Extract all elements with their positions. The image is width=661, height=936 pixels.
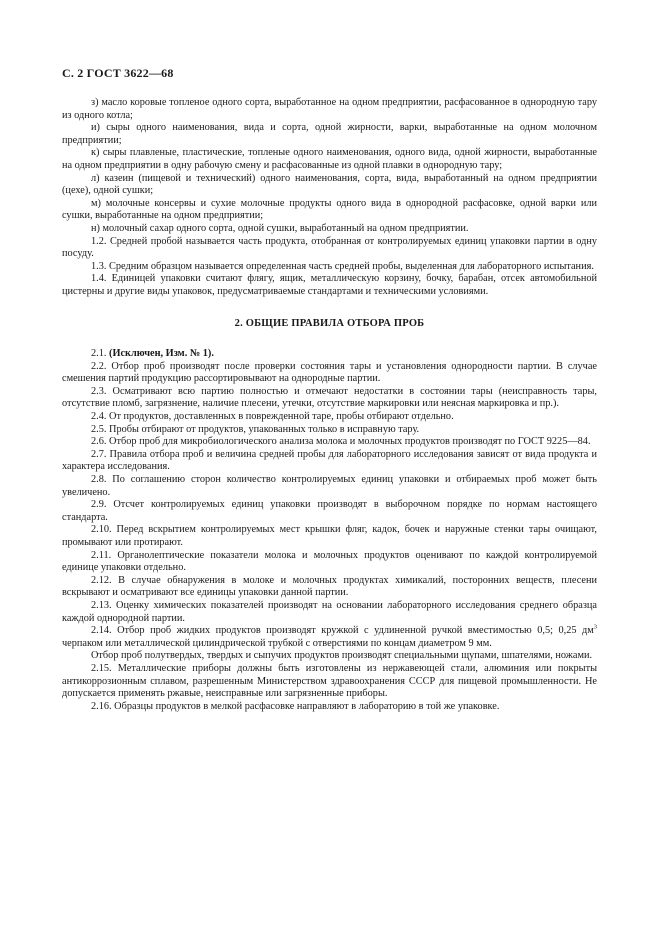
document-body	[62, 97, 597, 713]
item-n: н) молочный сахар одного сорта, одной сушки, выработанный на одном предприятии.	[91, 222, 469, 234]
paragraph-2-1	[62, 348, 597, 361]
paragraph-2-12: 2.12. В случае обнаружения в молоке и молочных продуктах химикалий, посторонних веществ, плесени вскрывают и осматривают все единицы упаковки данной партии.	[62, 574, 597, 599]
item-i: и) сыры одного наименования, вида и сорта, одной жирности, варки, выработанные на одном молочном предприятии;	[62, 122, 597, 146]
running-header: С. 2 ГОСТ 3622—68	[62, 66, 174, 80]
paragraph-2-5: 2.5. Пробы отбирают от продуктов, упакованных только в исправную тару.	[91, 423, 420, 435]
paragraph-2-14-text-a: 2.14. Отбор проб жидких продуктов производят кружкой с удлиненной ручкой вместимостью 0,5; 0,25 дм	[91, 625, 594, 637]
paragraph-2-16: 2.16. Образцы продуктов в мелкой расфасовке направляют в лабораторию в той же упаковке.	[91, 700, 500, 712]
paragraph-2-15: 2.15. Металлические приборы должны быть изготовлены из нержавеющей стали, алюминия или покрыты антикоррозионным сплавом, разрешенным Министерством здравоохранения СССР для пищевой промышленности. Не допускается применять ржавые, неисправные или загрязненные приборы.	[62, 662, 597, 700]
paragraph-2-10: 2.10. Перед вскрытием контролируемых мест крышки фляг, кадок, бочек и наружные стенки тары очищают, промывают или протирают.	[62, 524, 597, 548]
paragraph-2-8: 2.8. По соглашению сторон количество контролируемых единиц упаковки и отбираемых проб может быть увеличено.	[62, 474, 597, 498]
paragraph-2-4: 2.4. От продуктов, доставленных в поврежденной таре, пробы отбирают отдельно.	[91, 411, 454, 423]
item-k: к) сыры плавленые, пластические, топленые одного наименования, одного вида, одной жирности, выработанные на одном предприятии в одну рабочую смену и расфасованные из одной плавки в однородную тару;	[62, 147, 597, 171]
paragraph-2-9: 2.9. Отсчет контролируемых единиц упаковки производят в выборочном порядке по нормам настоящего стандарта.	[62, 499, 597, 523]
item-l: л) казеин (пищевой и технический) одного наименования, сорта, вида, выработанный на одном предприятии (цехе), одной сушки;	[62, 172, 597, 197]
paragraph-2-14-text-b: черпаком или металлической цилиндрической трубкой с отверстиями по концам диаметром 9 мм.	[62, 637, 492, 649]
paragraph-2-2: 2.2. Отбор проб производят после проверки состояния тары и установления однородности партии. В случае смешения партий продукцию рассортировывают на однородные партии.	[62, 360, 597, 385]
paragraph-2-3: 2.3. Осматривают всю партию полностью и отмечают недостатки в состоянии тары (неисправность тары, отсутствие пломб, загрязнение, наличие плесени, утечки, отсутствие маркировки или неясная маркировка и пр.).	[62, 385, 597, 410]
paragraph-2-14	[62, 625, 597, 650]
section-heading: 2. ОБЩИЕ ПРАВИЛА ОТБОРА ПРОБ	[234, 317, 425, 329]
superscript-3: 3	[593, 623, 597, 631]
paragraph-2-7: 2.7. Правила отбора проб и величина средней пробы для лабораторного исследования зависят от вида продукта и характера исследования.	[62, 448, 597, 473]
paragraph-2-14-continued: Отбор проб полутвердых, твердых и сыпучих продуктов производят специальными щупами, шпателями, ножами.	[91, 650, 593, 662]
paragraph-2-6: 2.6. Отбор проб для микробиологического анализа молока и молочных продуктов производят по ГОСТ 9225—84.	[91, 436, 591, 448]
paragraph-2-11: 2.11. Органолептические показатели молока и молочных продуктов оценивают по каждой контролируемой единице упаковки отдельно.	[62, 549, 597, 574]
paragraph-1-4: 1.4. Единицей упаковки считают флягу, ящик, металлическую корзину, бочку, барабан, отсек автомобильной цистерны и другие виды упаковок, предусматриваемые стандартами и техническими условиями.	[62, 273, 597, 297]
paragraph-2-13: 2.13. Оценку химических показателей производят на основании лабораторного исследования среднего образца каждой однородной партии.	[62, 599, 597, 624]
item-z: з) масло коровые топленое одного сорта, выработанное на одном предприятии, расфасованное в однородную тару из одного котла;	[62, 97, 597, 121]
paragraph-1-3: 1.3. Средним образцом называется определенная часть средней пробы, выделенная для лабораторного испытания.	[91, 260, 594, 272]
paragraph-2-1-number: 2.1.	[91, 348, 107, 360]
item-m: м) молочные консервы и сухие молочные продукты одного вида в однородной расфасовке, одной варки или сушки, выработанные на одном предприятии;	[62, 197, 597, 222]
paragraph-2-1-note: (Исключен, Изм. № 1).	[109, 348, 214, 360]
paragraph-1-2: 1.2. Средней пробой называется часть продукта, отобранная от контролируемых единиц упаковки партии в одну посуду.	[62, 235, 597, 260]
